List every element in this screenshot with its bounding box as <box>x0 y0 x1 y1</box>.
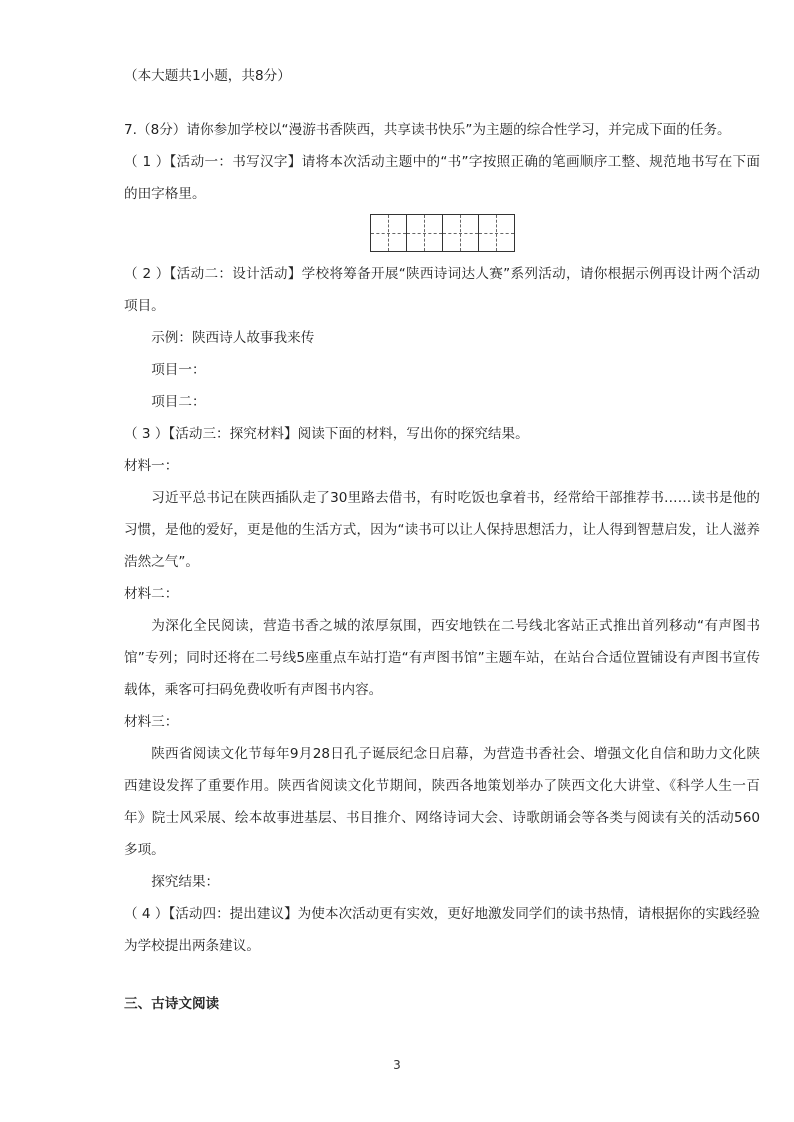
tianzige-cell[interactable] <box>443 215 479 251</box>
item-two-line: 项目二： <box>151 394 206 410</box>
tianzige-grid[interactable] <box>370 214 515 252</box>
example-line: 示例：陕西诗人故事我来传 <box>151 330 315 346</box>
material-one-label: 材料一： <box>124 458 179 474</box>
question-stem: 7.（8分）请你参加学校以“漫游书香陕西，共享读书快乐”为主题的综合性学习，并完成下面的任务。 <box>124 122 731 138</box>
tianzige-cell[interactable] <box>407 215 443 251</box>
tianzige-area <box>124 212 760 254</box>
spacer <box>124 92 760 114</box>
page-number: 3 <box>393 1058 401 1072</box>
section-note: （本大题共1小题，共8分） <box>124 68 291 84</box>
question-part-4: （ 4 ）【活动四：提出建议】为使本次活动更有实效，更好地激发同学们的读书热情，请根据你的实践经验为学校提出两条建议。 <box>124 906 760 954</box>
item-one-line: 项目一： <box>151 362 206 378</box>
material-two-label: 材料二： <box>124 586 179 602</box>
next-section-heading: 三、古诗文阅读 <box>124 996 220 1012</box>
tianzige-cell[interactable] <box>479 215 515 251</box>
result-label: 探究结果： <box>151 874 220 890</box>
material-two-text: 为深化全民阅读，营造书香之城的浓厚氛围，西安地铁在二号线北客站正式推出首列移动“有声图书馆”专列；同时还将在二号线5座重点车站打造“有声图书馆”主题车站，在站台合适位置铺设有声图书宣传载体，乘客可扫码免费收听有声图书内容。 <box>124 618 760 698</box>
exam-page <box>124 60 760 1020</box>
material-three-text: 陕西省阅读文化节每年9月28日孔子诞辰纪念日启幕，为营造书香社会、增强文化自信和助力文化陕西建设发挥了重要作用。陕西省阅读文化节期间，陕西各地策划举办了陕西文化大讲堂、《科学人生一百年》院士风采展、绘本故事进基层、书目推介、网络诗词大会、诗歌朗诵会等各类与阅读有关的活动560多项。 <box>124 746 760 858</box>
question-part-1: （ 1 ）【活动一：书写汉字】请将本次活动主题中的“书”字按照正确的笔画顺序工整、规范地书写在下面的田字格里。 <box>124 154 760 202</box>
material-one-text: 习近平总书记在陕西插队走了30里路去借书，有时吃饭也拿着书，经常给干部推荐书……读书是他的习惯，是他的爱好，更是他的生活方式，因为“读书可以让人保持思想活力，让人得到智慧启发，让人滋养浩然之气”。 <box>124 490 760 570</box>
material-three-label: 材料三： <box>124 714 179 730</box>
question-part-3: （ 3 ）【活动三：探究材料】阅读下面的材料，写出你的探究结果。 <box>124 426 529 442</box>
question-part-2: （ 2 ）【活动二：设计活动】学校将筹备开展“陕西诗词达人赛”系列活动，请你根据示例再设计两个活动项目。 <box>124 266 760 314</box>
tianzige-cell[interactable] <box>371 215 407 251</box>
